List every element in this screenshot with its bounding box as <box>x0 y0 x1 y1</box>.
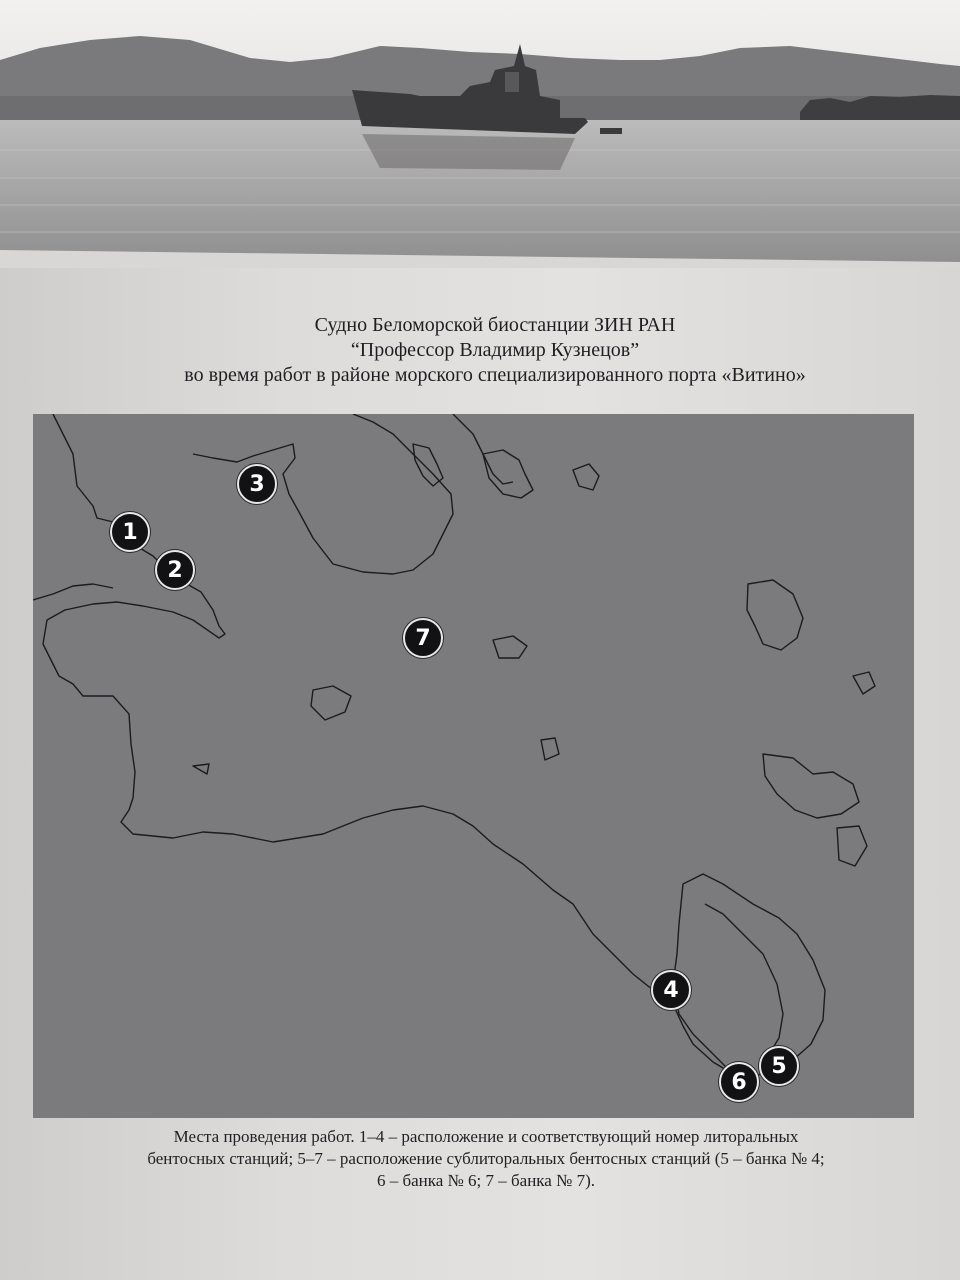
coastline-drawing <box>33 414 914 1118</box>
station-marker-3 <box>237 464 277 504</box>
island-i <box>837 826 867 866</box>
photo-caption-line-2: “Профессор Владимир Кузнецов” <box>350 339 640 361</box>
vessel-photo <box>0 0 960 268</box>
map-caption-line-1: Места проведения работ. 1–4 – расположение и соответствующий номер литоральных <box>173 1127 799 1146</box>
photo-caption <box>80 313 910 388</box>
island-h <box>853 672 875 694</box>
island-f <box>493 636 527 658</box>
station-marker-3-label: 3 <box>249 471 265 497</box>
station-marker-2-label: 2 <box>167 557 183 583</box>
island-b <box>483 450 533 498</box>
coast-west-shore <box>33 584 113 600</box>
coast-north <box>43 414 733 1074</box>
island-j <box>193 764 209 774</box>
photo-caption-line-3: во время работ в районе морского специализированного порта «Витино» <box>184 364 806 386</box>
island-d <box>747 580 803 650</box>
island-cluster <box>763 754 859 818</box>
island-g <box>541 738 559 760</box>
station-marker-6-label: 6 <box>731 1069 747 1095</box>
station-marker-7 <box>403 618 443 658</box>
coast-north-bay <box>193 414 453 574</box>
station-marker-6 <box>719 1062 759 1102</box>
station-map <box>33 414 914 1118</box>
station-marker-5-label: 5 <box>771 1053 787 1079</box>
island-e <box>311 686 351 720</box>
photo-caption-line-1: Судно Беломорской биостанции ЗИН РАН <box>314 314 676 336</box>
map-caption-line-3: 6 – банка № 6; 7 – банка № 7). <box>376 1171 595 1190</box>
station-marker-4 <box>651 970 691 1010</box>
station-marker-1-label: 1 <box>122 519 138 545</box>
station-marker-7-label: 7 <box>415 625 431 651</box>
map-caption <box>86 1126 886 1192</box>
map-caption-line-2: бентосных станций; 5–7 – расположение сублиторальных бентосных станций (5 – банка № 4; <box>147 1149 825 1168</box>
station-marker-1 <box>110 512 150 552</box>
coast-southeast-inner <box>705 904 783 1054</box>
station-marker-2 <box>155 550 195 590</box>
coast-east-shore <box>453 414 513 484</box>
island-c <box>573 464 599 490</box>
station-marker-4-label: 4 <box>663 977 679 1003</box>
station-marker-5 <box>759 1046 799 1086</box>
